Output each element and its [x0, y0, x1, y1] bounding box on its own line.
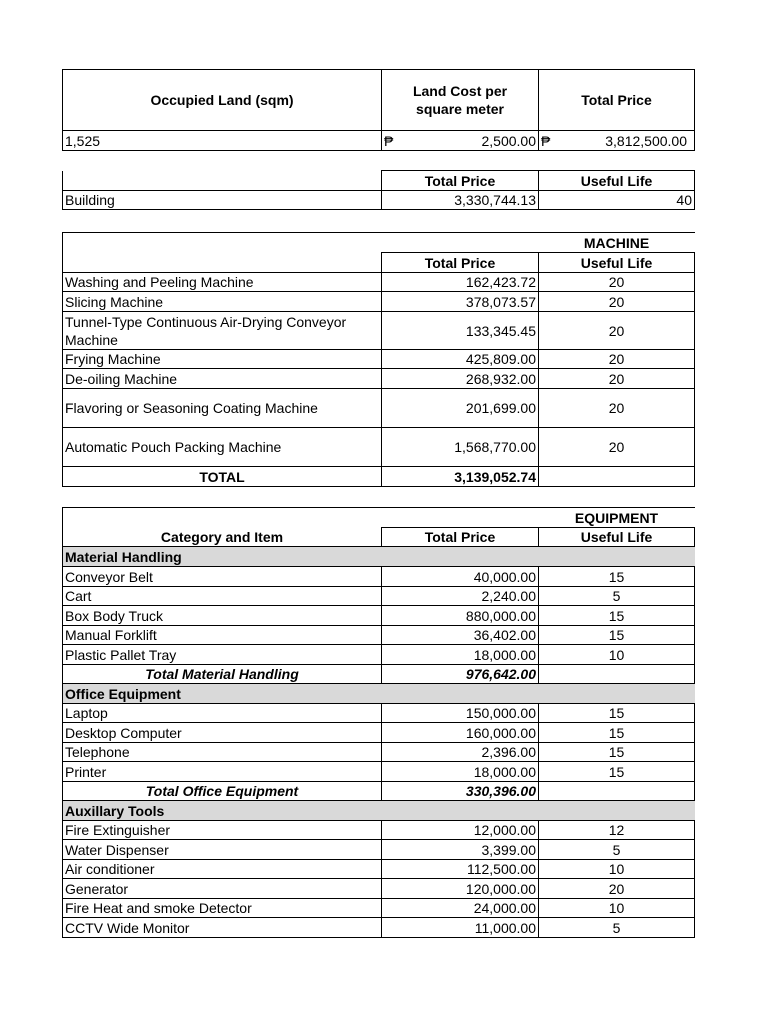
machine-life: 20 [539, 428, 695, 467]
item-price: 36,402.00 [382, 626, 539, 645]
item-life: 5 [539, 918, 695, 938]
equipment-title-row [63, 508, 695, 528]
land-cost-value: 2,500.00 [481, 132, 536, 149]
table-row [63, 567, 695, 587]
table-row [63, 273, 695, 292]
building-row [63, 191, 695, 210]
item-price: 24,000.00 [382, 899, 539, 918]
machine-price: 133,345.45 [382, 312, 539, 350]
item-price: 18,000.00 [382, 762, 539, 782]
table-row [63, 292, 695, 312]
item-price: 11,000.00 [382, 918, 539, 938]
land-header-cost: Land Cost per square meter [382, 70, 539, 131]
land-data-row [63, 131, 695, 151]
item-name: CCTV Wide Monitor [63, 918, 382, 938]
item-life: 15 [539, 762, 695, 782]
machine-price: 425,809.00 [382, 350, 539, 369]
item-name: Water Dispenser [63, 840, 382, 860]
machine-life: 20 [539, 273, 695, 292]
land-cost-cell [382, 131, 539, 151]
item-life: 12 [539, 821, 695, 840]
machine-life: 20 [539, 350, 695, 369]
item-name: Box Body Truck [63, 606, 382, 626]
table-row [63, 350, 695, 369]
building-price: 3,330,744.13 [382, 191, 539, 210]
machine-name: Washing and Peeling Machine [63, 273, 382, 292]
item-life: 15 [539, 723, 695, 743]
equipment-header-row [63, 528, 695, 547]
equipment-header-category: Category and Item [63, 528, 382, 547]
table-row [63, 723, 695, 743]
item-name: Fire Extinguisher [63, 821, 382, 840]
land-area-value: 1,525 [63, 131, 382, 151]
table-row [63, 606, 695, 626]
item-price: 2,396.00 [382, 743, 539, 762]
machine-price: 201,699.00 [382, 389, 539, 428]
item-price: 12,000.00 [382, 821, 539, 840]
machine-price: 162,423.72 [382, 273, 539, 292]
item-life: 5 [539, 587, 695, 606]
item-name: Plastic Pallet Tray [63, 645, 382, 665]
machine-life: 20 [539, 389, 695, 428]
equipment-table [62, 507, 695, 938]
item-name: Printer [63, 762, 382, 782]
machine-header-price: Total Price [382, 253, 539, 273]
machine-name: Slicing Machine [63, 292, 382, 312]
machine-price: 1,568,770.00 [382, 428, 539, 467]
table-row [63, 743, 695, 762]
subtotal-value: 330,396.00 [382, 782, 539, 801]
building-header-price: Total Price [382, 171, 539, 191]
machine-life: 20 [539, 312, 695, 350]
machine-name: Flavoring or Seasoning Coating Machine [63, 389, 382, 428]
item-name: Desktop Computer [63, 723, 382, 743]
item-life: 15 [539, 743, 695, 762]
land-table [62, 69, 695, 151]
item-name: Air conditioner [63, 860, 382, 879]
item-name: Generator [63, 879, 382, 899]
item-price: 18,000.00 [382, 645, 539, 665]
table-row [63, 860, 695, 879]
table-row [63, 369, 695, 389]
machine-header-life: Useful Life [539, 253, 695, 273]
item-price: 880,000.00 [382, 606, 539, 626]
subtotal-value: 976,642.00 [382, 665, 539, 684]
machine-header-row [63, 253, 695, 273]
machine-price: 268,932.00 [382, 369, 539, 389]
machine-name: Tunnel-Type Continuous Air-Drying Conveyor Machine [63, 312, 382, 350]
machine-name: De-oiling Machine [63, 369, 382, 389]
table-row [63, 428, 695, 467]
machine-price: 378,073.57 [382, 292, 539, 312]
table-row [63, 645, 695, 665]
item-life: 15 [539, 567, 695, 587]
building-header-row [63, 171, 695, 191]
machine-name: Frying Machine [63, 350, 382, 369]
category-row [63, 547, 695, 567]
category-name: Auxillary Tools [63, 801, 695, 821]
table-row [63, 762, 695, 782]
item-name: Cart [63, 587, 382, 606]
land-header-area: Occupied Land (sqm) [63, 70, 382, 131]
equipment-section-title: EQUIPMENT [539, 508, 695, 528]
machine-title-row [63, 233, 695, 253]
table-row [63, 312, 695, 350]
table-row [63, 587, 695, 606]
item-price: 120,000.00 [382, 879, 539, 899]
machine-total-value: 3,139,052.74 [382, 467, 539, 487]
item-life: 15 [539, 626, 695, 645]
item-life: 15 [539, 704, 695, 723]
machine-total-row [63, 467, 695, 487]
table-row [63, 626, 695, 645]
land-header-total: Total Price [539, 70, 695, 131]
item-price: 112,500.00 [382, 860, 539, 879]
table-row [63, 879, 695, 899]
building-life: 40 [539, 191, 695, 210]
item-name: Conveyor Belt [63, 567, 382, 587]
item-life: 20 [539, 879, 695, 899]
item-life: 10 [539, 860, 695, 879]
peso-sign: ₱ [384, 132, 394, 149]
building-header-life: Useful Life [539, 171, 695, 191]
item-price: 3,399.00 [382, 840, 539, 860]
machine-life: 20 [539, 369, 695, 389]
land-header-row [63, 70, 695, 131]
machine-life: 20 [539, 292, 695, 312]
peso-sign: ₱ [541, 132, 551, 149]
equipment-header-price: Total Price [382, 528, 539, 547]
table-row [63, 389, 695, 428]
item-life: 5 [539, 840, 695, 860]
item-name: Fire Heat and smoke Detector [63, 899, 382, 918]
item-price: 40,000.00 [382, 567, 539, 587]
item-name: Telephone [63, 743, 382, 762]
category-name: Office Equipment [63, 684, 695, 704]
building-name: Building [63, 191, 382, 210]
category-row [63, 801, 695, 821]
table-row [63, 840, 695, 860]
subtotal-row [63, 782, 695, 801]
item-life: 10 [539, 899, 695, 918]
machine-table [62, 232, 695, 487]
table-row [63, 704, 695, 723]
machine-total-label: TOTAL [63, 467, 382, 487]
equipment-header-life: Useful Life [539, 528, 695, 547]
item-price: 150,000.00 [382, 704, 539, 723]
subtotal-row [63, 665, 695, 684]
subtotal-label: Total Material Handling [63, 665, 382, 684]
table-row [63, 821, 695, 840]
land-total-value: 3,812,500.00 [605, 132, 687, 149]
item-price: 2,240.00 [382, 587, 539, 606]
item-name: Laptop [63, 704, 382, 723]
machine-name: Automatic Pouch Packing Machine [63, 428, 382, 467]
item-life: 15 [539, 606, 695, 626]
item-life: 10 [539, 645, 695, 665]
subtotal-label: Total Office Equipment [63, 782, 382, 801]
category-name: Material Handling [63, 547, 695, 567]
building-table [62, 170, 695, 210]
land-total-cell [539, 131, 695, 151]
table-row [63, 899, 695, 918]
machine-section-title: MACHINE [539, 233, 695, 253]
table-row [63, 918, 695, 938]
item-price: 160,000.00 [382, 723, 539, 743]
category-row [63, 684, 695, 704]
item-name: Manual Forklift [63, 626, 382, 645]
